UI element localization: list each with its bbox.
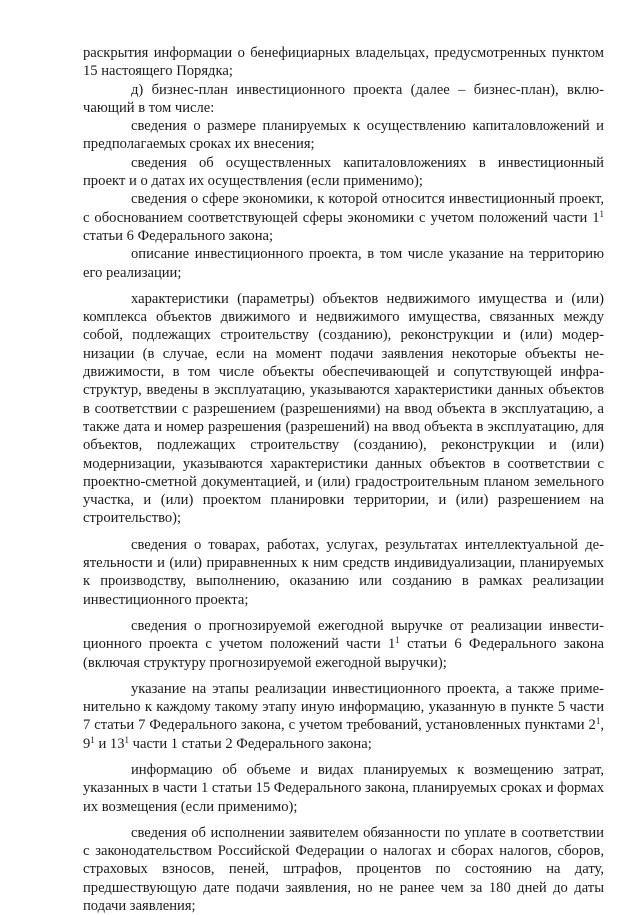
text-segment: сведения об исполнении заявителем обязанности по уплате в соответствии с законодательством Российской Федерации о налогах и сборах налогов, сборов, страховых взносов, пеней, штрафов, процентов по состоянию на дату, предшествующую дате подачи заявления, но не ранее чем за 180 дней до даты подачи заявления; <box>83 824 604 915</box>
paragraph-p1 <box>83 81 604 118</box>
text-segment: части 1 статьи 2 Федерального закона; <box>129 735 372 752</box>
paragraph-p2 <box>83 117 604 154</box>
text-segment: сведения о товарах, работах, услугах, результатах интеллектуальной деятельности и (или) приравненных к ним средств индивидуализации, планируемых к производству, выполнению, оказанию или созданию в рамках реализации инвестиционного проекта; <box>83 536 604 608</box>
text-segment: характеристики (параметры) объектов недвижимого имущества и (или) комплекса объектов движимого и недвижимого имущества, связанных между собой, подлежащих строительству (созданию), реконструкции и (или) модернизации (в случае, если на момент подачи заявления некоторые объекты недвижимости, в том числе объекты обеспечивающей и сопутствующей инфраструктур, введены в эксплуатацию, указываются характеристики данных объектов в соответствии с разрешением (разрешениями) на ввод объекта в эксплуатацию, а также дата и номер разрешения (разрешений) на ввод объекта в эксплуатацию, для объектов, подлежащих строительству (созданию), реконструкции и (или) модернизации, указываются характеристики данных объектов в соответствии с проектно-сметной документацией, и (или) градостроительным планом земельного участка, и (или) проектом планировки территории, и (или) разрешением на строительство); <box>83 290 604 527</box>
paragraph-p9 <box>83 680 604 753</box>
paragraph-p6 <box>83 290 604 528</box>
paragraph-p0 <box>83 44 604 81</box>
text-segment: сведения об осуществленных капиталовложениях в инвестиционный проект и о датах их осуществления (если применимо); <box>83 154 604 190</box>
text-segment: сведения о сфере экономики, к которой относится инвестиционный проект, с обоснованием соответствующей сферы экономики с учетом положений части 1 <box>83 191 604 226</box>
text-segment: , 9 <box>83 717 604 752</box>
paragraph-p3 <box>83 154 604 191</box>
superscript: 1 <box>395 635 400 646</box>
paragraph-p5 <box>83 245 604 282</box>
text-segment: статьи 6 Федерального закона (включая структуру прогнозируемой ежегодной выручки); <box>83 636 604 671</box>
paragraph-p7 <box>83 536 604 609</box>
superscript: 1 <box>124 734 129 745</box>
text-segment: д) бизнес-план инвестиционного проекта (далее – бизнес-план), включающий в том числе: <box>83 81 604 116</box>
paragraph-p8 <box>83 617 604 672</box>
paragraph-p4 <box>83 190 604 245</box>
superscript: 1 <box>90 734 95 745</box>
superscript: 1 <box>599 208 604 219</box>
text-segment: сведения о прогнозируемой ежегодной выручке от реализации инвестиционного проекта с учетом положений части 1 <box>83 617 604 653</box>
text-segment: информацию об объеме и видах планируемых к возмещению затрат, указанных в части 1 статьи 15 Федерального закона, планируемых сроках и формах их возмещения (если применимо); <box>83 761 604 815</box>
text-segment: раскрытия информации о бенефициарных владельцах, предусмотренных пунктом 15 настоящего Порядка; <box>83 45 604 80</box>
superscript: 1 <box>595 716 601 727</box>
text-segment: статьи 6 Федерального закона; <box>83 227 274 244</box>
document-body <box>83 44 604 915</box>
text-segment: указание на этапы реализации инвестиционного проекта, а также применительно к каждому такому этапу иную информацию, указанную в пункте 5 части 7 статьи 7 Федерального закона, с учетом требований, установленных пунктами 2 <box>83 680 604 734</box>
text-segment: описание инвестиционного проекта, в том числе указание на территорию его реализации; <box>83 246 604 281</box>
text-segment: и 13 <box>94 735 125 752</box>
paragraph-p11 <box>83 824 604 915</box>
text-segment: сведения о размере планируемых к осуществлению капиталовложений и предполагаемых сроках их внесения; <box>83 118 604 153</box>
paragraph-p10 <box>83 761 604 816</box>
